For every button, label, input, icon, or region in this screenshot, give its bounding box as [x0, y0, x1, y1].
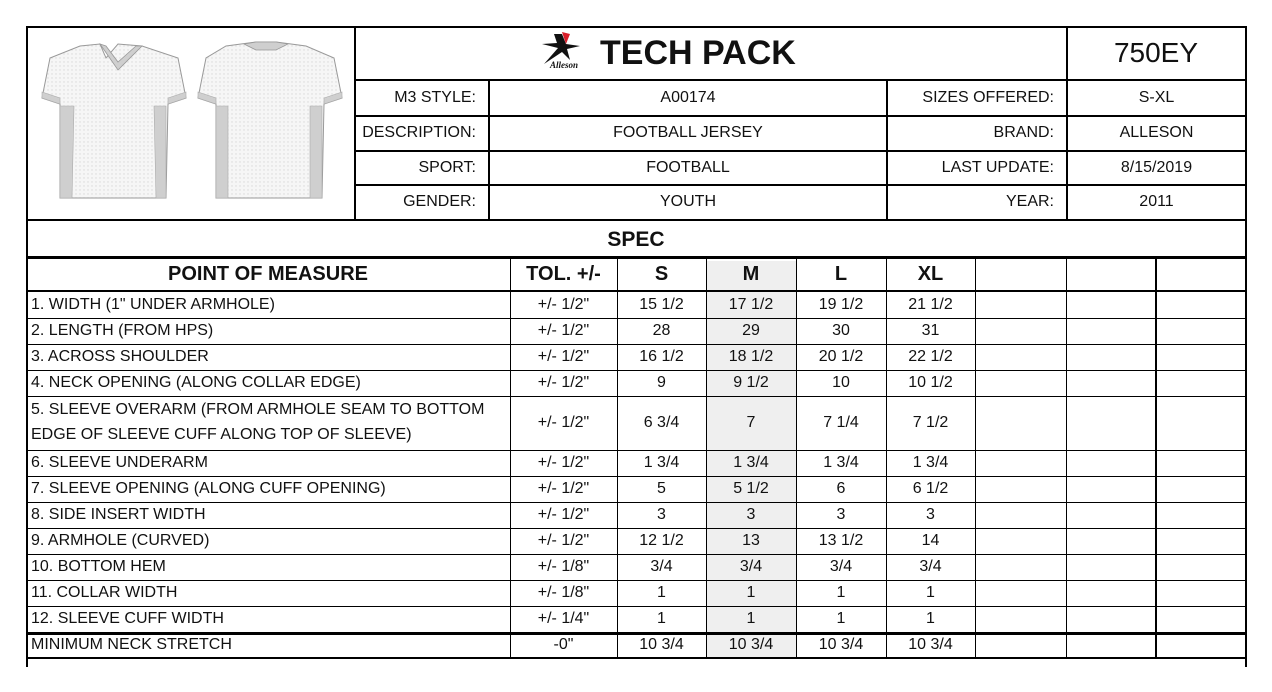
size-value: 5 — [657, 480, 666, 497]
pom-label: 10. BOTTOM HEM — [31, 558, 166, 575]
size-value: 10 — [832, 374, 850, 391]
size-value: 1 — [926, 584, 935, 601]
pom-label: 12. SLEEVE CUFF WIDTH — [31, 610, 224, 627]
column-header-size: XL — [917, 263, 944, 285]
size-value: 10 3/4 — [728, 635, 774, 653]
info-label: YEAR: — [1005, 193, 1054, 210]
info-label: BRAND: — [993, 124, 1054, 141]
column-header-size: M — [742, 263, 760, 285]
size-value: 15 1/2 — [639, 296, 684, 313]
size-value: 10 3/4 — [908, 635, 953, 653]
size-value: 7 — [746, 414, 756, 431]
tolerance-value: +/- 1/2" — [537, 348, 590, 365]
size-value: 13 — [742, 532, 760, 549]
size-value: 12 1/2 — [639, 532, 684, 549]
info-value: 8/15/2019 — [1120, 158, 1193, 176]
size-value: 3/4 — [829, 558, 853, 575]
style-number: 750EY — [1113, 37, 1199, 68]
size-value: 5 1/2 — [733, 480, 769, 497]
size-value: 3 — [746, 506, 756, 523]
info-value: FOOTBALL JERSEY — [613, 124, 763, 141]
pom-label: 5. SLEEVE OVERARM (FROM ARMHOLE SEAM TO BOTTOM — [31, 401, 485, 418]
tolerance-value: +/- 1/4" — [537, 610, 590, 627]
size-value: 29 — [742, 322, 760, 339]
grid-line — [1245, 26, 1247, 667]
size-value: 21 1/2 — [908, 296, 953, 313]
size-value: 16 1/2 — [639, 348, 684, 365]
pom-label: 2. LENGTH (FROM HPS) — [31, 322, 214, 339]
size-value: 1 3/4 — [733, 454, 769, 471]
pom-label: 9. ARMHOLE (CURVED) — [31, 532, 210, 549]
pom-label-line2: EDGE OF SLEEVE CUFF ALONG TOP OF SLEEVE) — [31, 426, 412, 443]
column-header-size: S — [654, 263, 669, 285]
size-value: 13 1/2 — [818, 532, 864, 549]
size-value: 1 3/4 — [643, 454, 680, 471]
size-value: 10 1/2 — [908, 374, 953, 391]
size-value: 1 — [836, 610, 846, 627]
size-value: 1 — [746, 584, 756, 601]
size-value: 20 1/2 — [818, 348, 864, 365]
tolerance-value: +/- 1/2" — [537, 454, 590, 471]
size-value: 1 3/4 — [912, 454, 949, 471]
tolerance-value: +/- 1/8" — [537, 584, 590, 601]
size-value: 9 1/2 — [733, 374, 769, 391]
brand-logo — [536, 30, 592, 74]
tolerance-value: +/- 1/2" — [537, 480, 590, 497]
pom-label: 11. COLLAR WIDTH — [31, 584, 178, 601]
pom-label: 6. SLEEVE UNDERARM — [31, 454, 208, 471]
size-value: 3 — [836, 506, 846, 523]
size-value: 3 — [657, 506, 666, 523]
info-label: DESCRIPTION: — [362, 124, 476, 141]
size-value: 3/4 — [739, 558, 763, 575]
size-value: 28 — [652, 322, 671, 339]
size-value: 7 1/2 — [912, 414, 949, 431]
size-value: 6 1/2 — [912, 480, 949, 497]
grid-line — [26, 26, 1247, 28]
size-value: 1 — [657, 584, 666, 601]
info-label: SIZES OFFERED: — [922, 88, 1054, 106]
size-value: 9 — [657, 374, 666, 391]
size-value: 1 — [836, 584, 846, 601]
svg-text:Alleson: Alleson — [549, 60, 579, 70]
tolerance-value: -0" — [553, 635, 574, 653]
size-value: 19 1/2 — [818, 296, 864, 313]
tolerance-value: +/- 1/2" — [537, 532, 590, 549]
size-value: 3/4 — [650, 558, 673, 575]
size-value: 10 3/4 — [639, 635, 684, 653]
info-value: A00174 — [660, 88, 716, 106]
size-value: 6 — [836, 480, 846, 497]
tolerance-value: +/- 1/2" — [537, 414, 590, 431]
size-value: 6 3/4 — [643, 414, 680, 431]
info-value: 2011 — [1139, 193, 1174, 210]
info-value: FOOTBALL — [646, 158, 730, 176]
info-label: GENDER: — [403, 193, 476, 210]
info-value: ALLESON — [1119, 124, 1194, 141]
alleson-logo-icon — [536, 30, 592, 74]
size-value: 22 1/2 — [908, 348, 953, 365]
tolerance-value: +/- 1/2" — [537, 322, 590, 339]
pom-label: 7. SLEEVE OPENING (ALONG CUFF OPENING) — [31, 480, 386, 497]
tolerance-value: +/- 1/2" — [537, 374, 590, 391]
size-value: 1 — [926, 610, 935, 627]
pom-label: MINIMUM NECK STRETCH — [31, 635, 232, 653]
size-value: 18 1/2 — [728, 348, 774, 365]
info-label: M3 STYLE: — [394, 88, 476, 106]
info-value: YOUTH — [660, 193, 716, 210]
jersey-front-back-icon — [30, 36, 350, 216]
size-value: 1 — [657, 610, 666, 627]
size-value: 30 — [832, 322, 850, 339]
grid-line — [26, 657, 1247, 659]
size-value: 7 1/4 — [823, 414, 859, 431]
size-value: 3/4 — [919, 558, 942, 575]
page-title: TECH PACK — [600, 33, 796, 72]
pom-label: 8. SIDE INSERT WIDTH — [31, 506, 206, 523]
size-value: 14 — [921, 532, 940, 549]
size-value: 1 — [746, 610, 756, 627]
pom-label: 3. ACROSS SHOULDER — [31, 348, 209, 365]
pom-label: 1. WIDTH (1" UNDER ARMHOLE) — [31, 296, 275, 313]
jersey-illustration — [30, 36, 350, 216]
column-header-size: L — [834, 263, 848, 285]
info-label: LAST UPDATE: — [941, 158, 1054, 176]
tolerance-value: +/- 1/8" — [537, 558, 590, 575]
size-value: 31 — [921, 322, 940, 339]
info-label: SPORT: — [418, 158, 476, 176]
tolerance-value: +/- 1/2" — [537, 506, 590, 523]
pom-label: 4. NECK OPENING (ALONG COLLAR EDGE) — [31, 374, 361, 391]
tolerance-value: +/- 1/2" — [537, 296, 590, 313]
column-header-pom: POINT OF MEASURE — [167, 263, 368, 285]
size-value: 3 — [926, 506, 935, 523]
spec-title: SPEC — [607, 228, 665, 251]
grid-line — [26, 219, 1247, 221]
size-value: 10 3/4 — [818, 635, 864, 653]
column-header-tol: TOL. +/- — [526, 263, 601, 285]
size-value: 17 1/2 — [728, 296, 774, 313]
size-value: 1 3/4 — [823, 454, 859, 471]
info-value: S-XL — [1138, 88, 1175, 106]
